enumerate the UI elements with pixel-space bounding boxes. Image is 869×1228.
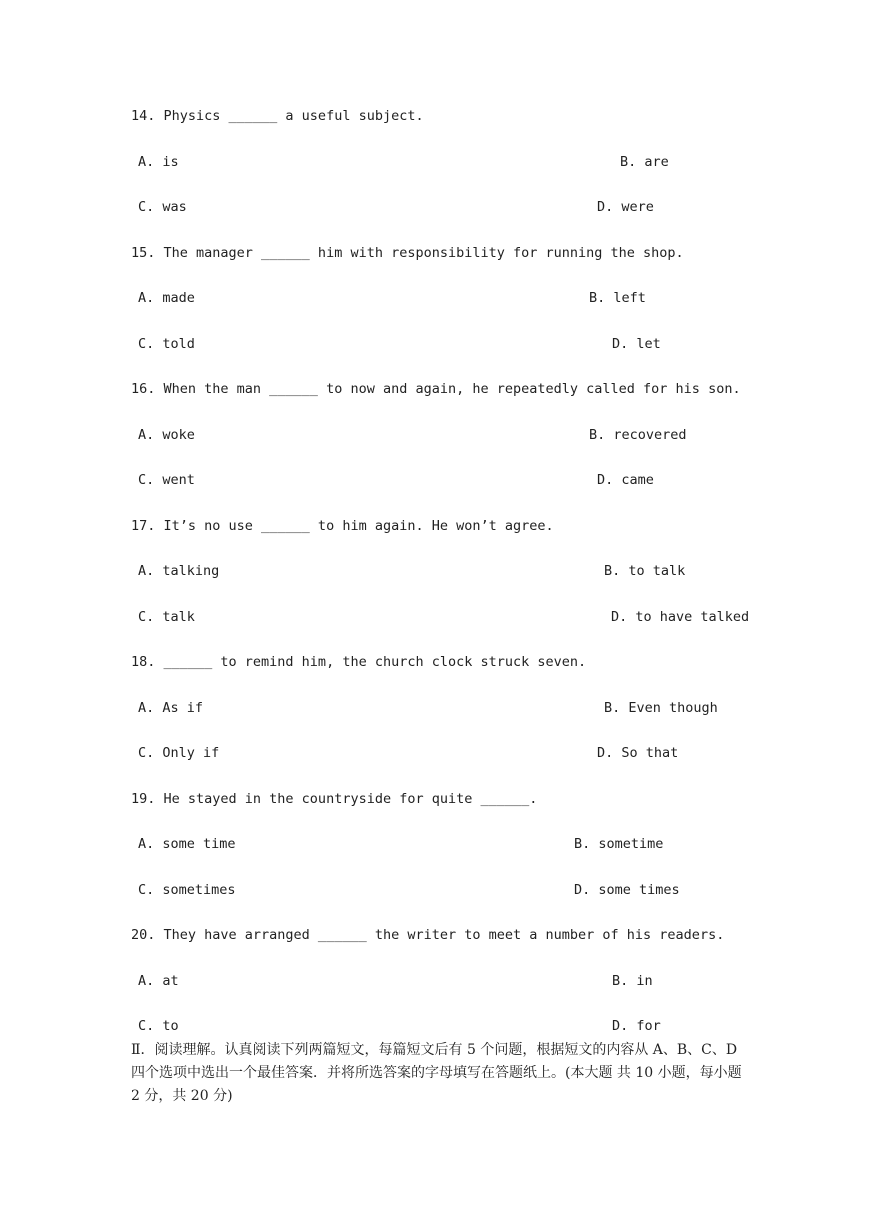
question-14-option-c: C. was: [138, 199, 187, 215]
question-20-option-d: D. for: [612, 1018, 661, 1034]
question-17-option-b: B. to talk: [604, 563, 686, 579]
question-20-stem: 20. They have arranged ______ the writer to meet a number of his readers.: [131, 927, 725, 943]
question-14-option-a: A. is: [138, 154, 179, 170]
question-15-option-c: C. told: [138, 336, 195, 352]
question-19-option-d: D. some times: [574, 882, 680, 898]
question-15-option-b: B. left: [589, 290, 646, 306]
question-18-option-a: A. As if: [138, 700, 204, 716]
question-16-option-d: D. came: [597, 472, 654, 488]
question-17-option-c: C. talk: [138, 609, 195, 625]
question-19-option-a: A. some time: [138, 836, 236, 852]
question-20-option-c: C. to: [138, 1018, 179, 1034]
question-14-option-d: D. were: [597, 199, 654, 215]
question-17-stem: 17. It’s no use ______ to him again. He won’t agree.: [131, 518, 554, 534]
question-14-stem: 14. Physics ______ a useful subject.: [131, 108, 424, 124]
question-18-option-d: D. So that: [597, 745, 679, 761]
question-18-option-c: C. Only if: [138, 745, 220, 761]
question-16-option-a: A. woke: [138, 427, 195, 443]
question-15-option-a: A. made: [138, 290, 195, 306]
question-16-option-b: B. recovered: [589, 427, 687, 443]
question-20-option-a: A. at: [138, 973, 179, 989]
question-18-stem: 18. ______ to remind him, the church clock struck seven.: [131, 654, 587, 670]
question-18-option-b: B. Even though: [604, 700, 718, 716]
question-16-option-c: C. went: [138, 472, 195, 488]
question-19-option-b: B. sometime: [574, 836, 664, 852]
question-17-option-d: D. to have talked: [611, 609, 750, 625]
question-15-stem: 15. The manager ______ him with responsibility for running the shop.: [131, 245, 684, 261]
question-15-option-d: D. let: [612, 336, 661, 352]
section-2-instructions: Ⅱ．阅读理解。认真阅读下列两篇短文，每篇短文后有 5 个问题，根据短文的内容从 A、B、C、D 四个选项中选出一个最佳答案．并将所选答案的字母填写在答题纸上。(本大题 共 10 小题，每小题 2 分，共 20 分): [131, 1042, 742, 1104]
question-20-option-b: B. in: [612, 973, 653, 989]
question-16-stem: 16. When the man ______ to now and again, he repeatedly called for his son.: [131, 381, 741, 397]
question-14-option-b: B. are: [620, 154, 669, 170]
question-19-stem: 19. He stayed in the countryside for quite ______.: [131, 791, 538, 807]
question-17-option-a: A. talking: [138, 563, 220, 579]
question-19-option-c: C. sometimes: [138, 882, 236, 898]
